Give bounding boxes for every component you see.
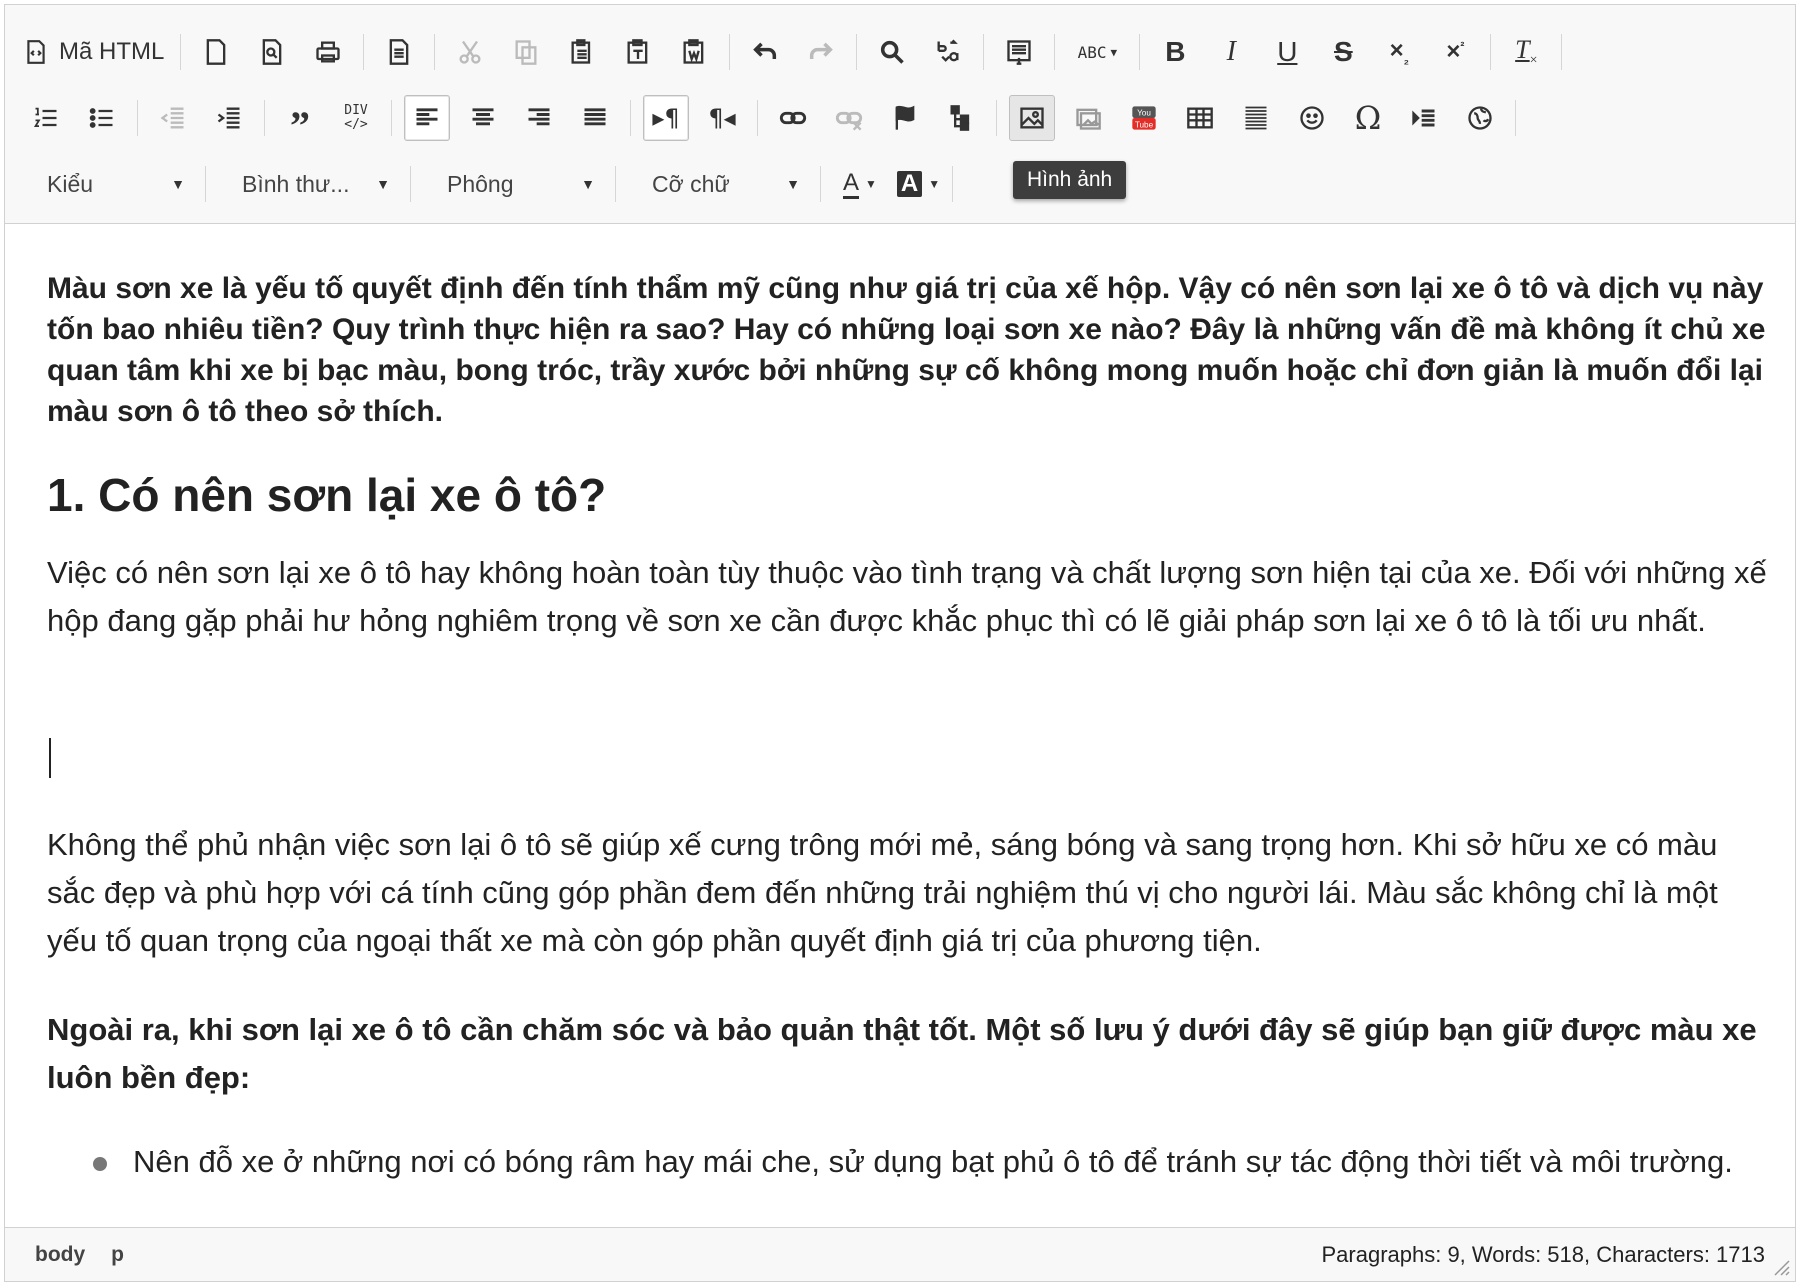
separator bbox=[856, 34, 857, 70]
link-icon bbox=[779, 104, 807, 132]
italic-icon: I bbox=[1226, 36, 1236, 67]
separator bbox=[1561, 34, 1562, 70]
text-color-button[interactable] bbox=[833, 161, 887, 207]
underline-icon: U bbox=[1277, 36, 1298, 67]
remove-format-icon: $T_\times$ bbox=[1515, 34, 1538, 69]
paste-icon bbox=[568, 38, 596, 66]
source-label: Mã HTML bbox=[59, 38, 165, 65]
separator bbox=[729, 34, 730, 70]
separator bbox=[996, 100, 997, 136]
iframe-icon bbox=[1466, 104, 1494, 132]
image-tooltip: Hình ảnh bbox=[1013, 161, 1126, 199]
separator bbox=[615, 166, 616, 202]
separator bbox=[1139, 34, 1140, 70]
element-path bbox=[35, 1243, 150, 1267]
rtl-button[interactable] bbox=[699, 95, 745, 141]
templates-button[interactable] bbox=[376, 29, 422, 75]
list-item bbox=[47, 1138, 1767, 1186]
svg-text:Tube: Tube bbox=[1134, 120, 1154, 130]
templates-icon bbox=[385, 38, 413, 66]
source-icon bbox=[23, 39, 49, 65]
bulleted-list-button[interactable] bbox=[79, 95, 125, 141]
separator bbox=[1490, 34, 1491, 70]
blockquote-button[interactable] bbox=[277, 95, 323, 148]
separator bbox=[205, 166, 206, 202]
new-page-button[interactable] bbox=[193, 29, 239, 75]
cut-icon bbox=[456, 38, 484, 66]
undo-button[interactable] bbox=[742, 29, 788, 75]
numbered-list-icon bbox=[32, 104, 60, 132]
link-button[interactable] bbox=[770, 95, 816, 141]
spellcheck-button[interactable] bbox=[1067, 29, 1127, 75]
font-size-combo[interactable] bbox=[628, 161, 818, 207]
editor-toolbar bbox=[5, 5, 1795, 224]
flash-icon bbox=[1074, 104, 1102, 132]
align-left-button[interactable] bbox=[404, 95, 450, 141]
resize-handle-icon[interactable] bbox=[1771, 1257, 1791, 1277]
chevron-down-icon: ▼ bbox=[865, 177, 877, 191]
chevron-down-icon: ▼ bbox=[581, 176, 595, 192]
special-char-button[interactable] bbox=[1345, 95, 1391, 141]
ltr-button[interactable] bbox=[643, 95, 689, 141]
find-button[interactable] bbox=[869, 29, 915, 75]
text-color-icon: A bbox=[843, 170, 859, 199]
align-left-icon bbox=[413, 104, 441, 132]
outdent-icon bbox=[159, 104, 187, 132]
spellcheck-icon: ABC ▼ bbox=[1077, 42, 1118, 62]
smiley-button[interactable] bbox=[1289, 95, 1335, 141]
smiley-icon bbox=[1298, 104, 1326, 132]
path-item-body[interactable]: body bbox=[35, 1242, 86, 1266]
superscript-button[interactable] bbox=[1432, 29, 1478, 75]
superscript-icon: ×$^{^2}$ bbox=[1446, 38, 1465, 65]
paste-word-button[interactable] bbox=[671, 29, 717, 75]
chevron-down-icon: ▼ bbox=[786, 176, 800, 192]
format-combo[interactable] bbox=[218, 161, 408, 207]
paste-text-icon bbox=[624, 38, 652, 66]
separator bbox=[391, 100, 392, 136]
separator bbox=[1515, 100, 1516, 136]
horizontal-rule-icon bbox=[1242, 104, 1270, 132]
chevron-down-icon: ▼ bbox=[928, 177, 941, 191]
word-count: Paragraphs: 9, Words: 518, Characters: 1713 bbox=[1321, 1241, 1765, 1267]
paste-button[interactable] bbox=[559, 29, 605, 75]
create-div-button[interactable] bbox=[333, 95, 379, 141]
cut-button[interactable] bbox=[447, 29, 493, 75]
bullet-icon bbox=[93, 1157, 107, 1171]
copy-button[interactable] bbox=[503, 29, 549, 75]
indent-icon bbox=[215, 104, 243, 132]
format-combo-label: Bình thư... bbox=[242, 170, 350, 197]
style-combo-label: Kiểu bbox=[47, 170, 94, 197]
rtl-icon: ¶◂ bbox=[708, 104, 736, 132]
chevron-down-icon: ▼ bbox=[171, 176, 185, 192]
replace-icon bbox=[934, 38, 962, 66]
justify-icon bbox=[581, 104, 609, 132]
toolbar-row-1 bbox=[23, 25, 1574, 79]
table-icon bbox=[1186, 104, 1214, 132]
unlink-button[interactable] bbox=[826, 95, 872, 141]
iframe-button[interactable] bbox=[1457, 95, 1503, 141]
copy-icon bbox=[512, 38, 540, 66]
separator bbox=[983, 34, 984, 70]
ltr-icon: ▸¶ bbox=[652, 104, 680, 132]
bold-icon: B bbox=[1165, 36, 1186, 67]
image-icon bbox=[1018, 104, 1046, 132]
preview-button[interactable] bbox=[249, 29, 295, 75]
remove-format-button[interactable] bbox=[1503, 29, 1549, 75]
subscript-button[interactable] bbox=[1376, 29, 1422, 75]
font-size-combo-label: Cỡ chữ bbox=[652, 170, 730, 197]
replace-button[interactable] bbox=[925, 29, 971, 75]
paragraph-1: Việc có nên sơn lại xe ô tô hay không hoàn toàn tùy thuộc vào tình trạng và chất lượng sơn hiện tại của xe. Đối với những xế hộp đang gặp phải hư hỏng nghiêm trọng về sơn xe cần được khắc phục thì có lẽ giải pháp sơn lại xe ô tô là tối ưu nhất. bbox=[47, 555, 1767, 638]
subscript-icon: $\times_{_2}$ bbox=[1389, 37, 1410, 67]
find-icon bbox=[878, 38, 906, 66]
separator bbox=[410, 166, 411, 202]
align-right-icon bbox=[525, 104, 553, 132]
paragraph-3: Ngoài ra, khi sơn lại xe ô tô cần chăm sóc và bảo quản thật tốt. Một số lưu ý dưới đây sẽ giúp bạn giữ được màu xe luôn bền đẹp: bbox=[47, 1012, 1757, 1095]
font-combo-label: Phông bbox=[447, 170, 514, 197]
flash-button[interactable] bbox=[1065, 95, 1111, 141]
select-all-button[interactable] bbox=[996, 29, 1042, 75]
special-char-icon: Ω bbox=[1354, 99, 1382, 137]
strike-button[interactable] bbox=[1320, 29, 1366, 75]
youtube-icon bbox=[1130, 104, 1158, 132]
paste-text-button[interactable] bbox=[615, 29, 661, 75]
separator bbox=[1054, 34, 1055, 70]
image-button[interactable] bbox=[1009, 95, 1055, 141]
separator bbox=[180, 34, 181, 70]
italic-button[interactable] bbox=[1208, 29, 1254, 75]
svg-text:You: You bbox=[1137, 108, 1151, 118]
anchor-button[interactable] bbox=[882, 95, 928, 141]
editor-content[interactable] bbox=[5, 224, 1795, 1234]
blocks-button[interactable] bbox=[938, 95, 984, 141]
new-page-icon bbox=[202, 38, 230, 66]
intro-paragraph: Màu sơn xe là yếu tố quyết định đến tính thẩm mỹ cũng như giá trị của xế hộp. Vậy có nên sơn lại xe ô tô và dịch vụ này tốn bao nhiêu tiền? Quy trình thực hiện ra sao? Hay có những loại sơn xe nào? Đây là những vấn đề mà không ít chủ xe quan tâm khi xe bị bạc màu, bong tróc, trầy xước bởi những sự cố không mong muốn hoặc chỉ đơn giản là muốn đổi lại màu sơn ô tô theo sở thích. bbox=[47, 272, 1766, 428]
paste-word-icon bbox=[680, 38, 708, 66]
undo-icon bbox=[751, 38, 779, 66]
chevron-down-icon: ▼ bbox=[376, 176, 390, 192]
toolbar-row-3 bbox=[23, 157, 965, 211]
separator bbox=[757, 100, 758, 136]
separator bbox=[137, 100, 138, 136]
blockquote-icon: ” bbox=[290, 102, 310, 148]
background-color-icon: A bbox=[897, 171, 922, 197]
background-color-button[interactable] bbox=[887, 161, 950, 207]
redo-icon bbox=[807, 38, 835, 66]
separator bbox=[630, 100, 631, 136]
page-break-button[interactable] bbox=[1401, 95, 1447, 141]
separator bbox=[264, 100, 265, 136]
list-item-text: Nên đỗ xe ở những nơi có bóng râm hay mái che, sử dụng bạt phủ ô tô để tránh sự tác động thời tiết và môi trường. bbox=[133, 1144, 1733, 1179]
table-button[interactable] bbox=[1177, 95, 1223, 141]
unlink-icon bbox=[835, 104, 863, 132]
select-all-icon bbox=[1005, 38, 1033, 66]
bulleted-list-icon bbox=[88, 104, 116, 132]
print-icon bbox=[314, 38, 342, 66]
bold-button[interactable] bbox=[1152, 29, 1198, 75]
rich-text-editor bbox=[4, 4, 1796, 1282]
separator bbox=[363, 34, 364, 70]
section-heading: 1. Có nên sơn lại xe ô tô? bbox=[47, 469, 607, 521]
source-button[interactable] bbox=[23, 29, 164, 75]
preview-icon bbox=[258, 38, 286, 66]
separator bbox=[820, 166, 821, 202]
font-combo[interactable] bbox=[423, 161, 613, 207]
anchor-icon bbox=[891, 104, 919, 132]
page-break-icon bbox=[1410, 104, 1438, 132]
text-caret bbox=[49, 738, 51, 778]
youtube-button[interactable] bbox=[1121, 95, 1167, 141]
align-right-button[interactable] bbox=[516, 95, 562, 141]
blocks-icon bbox=[947, 104, 975, 132]
separator bbox=[952, 166, 953, 202]
style-combo[interactable] bbox=[23, 161, 203, 207]
align-center-button[interactable] bbox=[460, 95, 506, 141]
separator bbox=[434, 34, 435, 70]
print-button[interactable] bbox=[305, 29, 351, 75]
redo-button[interactable] bbox=[798, 29, 844, 75]
toolbar-row-2 bbox=[23, 91, 1528, 148]
indent-button[interactable] bbox=[206, 95, 252, 141]
outdent-button[interactable] bbox=[150, 95, 196, 141]
align-center-icon bbox=[469, 104, 497, 132]
paragraph-2: Không thể phủ nhận việc sơn lại ô tô sẽ giúp xế cưng trông mới mẻ, sáng bóng và sang trọng hơn. Khi sở hữu xe có màu sắc đẹp và phù hợp với cá tính cũng góp phần đem đến những trải nghiệm thú vị cho người lái. Màu sắc không chỉ là một yếu tố quan trọng của ngoại thất xe mà còn góp phần quyết định giá trị của phương tiện. bbox=[47, 827, 1718, 958]
path-item-p[interactable]: p bbox=[111, 1242, 124, 1266]
underline-button[interactable] bbox=[1264, 29, 1310, 75]
status-bar bbox=[5, 1227, 1795, 1281]
justify-button[interactable] bbox=[572, 95, 618, 141]
numbered-list-button[interactable] bbox=[23, 95, 69, 141]
create-div-icon: DIV </> bbox=[344, 103, 368, 132]
horizontal-rule-button[interactable] bbox=[1233, 95, 1279, 141]
strike-icon: S bbox=[1334, 36, 1353, 67]
